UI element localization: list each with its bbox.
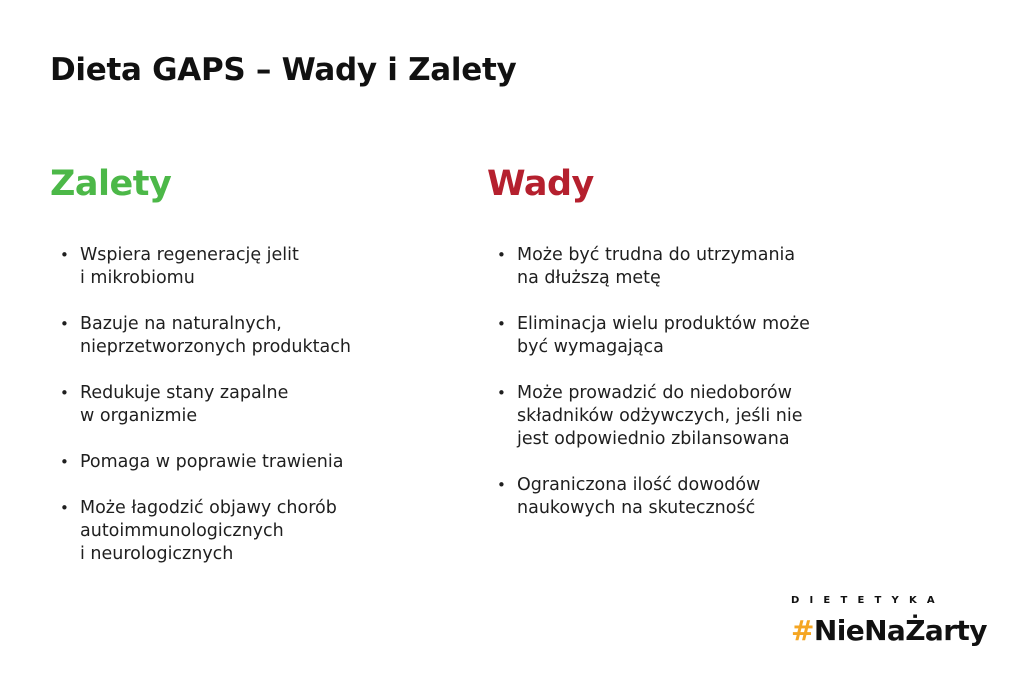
cons-heading: Wady [487,164,594,204]
cons-list-item: • Ograniczona ilość dowodów naukowych na skuteczność [487,474,887,520]
brand-logo [791,594,987,648]
pros-list-item: • Redukuje stany zapalne w organizmie [50,382,450,428]
pros-list-item: • Pomaga w poprawie trawienia [50,451,450,474]
pros-list-item: • Może łagodzić objawy chorób autoimmunologicznych i neurologicznych [50,497,450,566]
pros-list [50,244,450,566]
pros-column [50,160,450,589]
pros-list-item: • Bazuje na naturalnych, nieprzetworzonych produktach [50,313,450,359]
cons-list [487,244,887,520]
cons-list-item: • Może być trudna do utrzymania na dłuższą metę [487,244,887,290]
logo-wordmark [791,614,987,648]
pros-heading: Zalety [50,164,172,204]
logo-tagline: DIETETYKA [791,595,945,606]
page-title: Dieta GAPS – Wady i Zalety [50,52,517,88]
cons-column [487,160,887,543]
logo-name: NieNaŻarty [813,614,987,647]
logo-hash-symbol: # [791,614,814,647]
pros-list-item: • Wspiera regenerację jelit i mikrobiomu [50,244,450,290]
cons-list-item: • Eliminacja wielu produktów może być wymagająca [487,313,887,359]
cons-list-item: • Może prowadzić do niedoborów składników odżywczych, jeśli nie jest odpowiednio zbilansowana [487,382,887,451]
